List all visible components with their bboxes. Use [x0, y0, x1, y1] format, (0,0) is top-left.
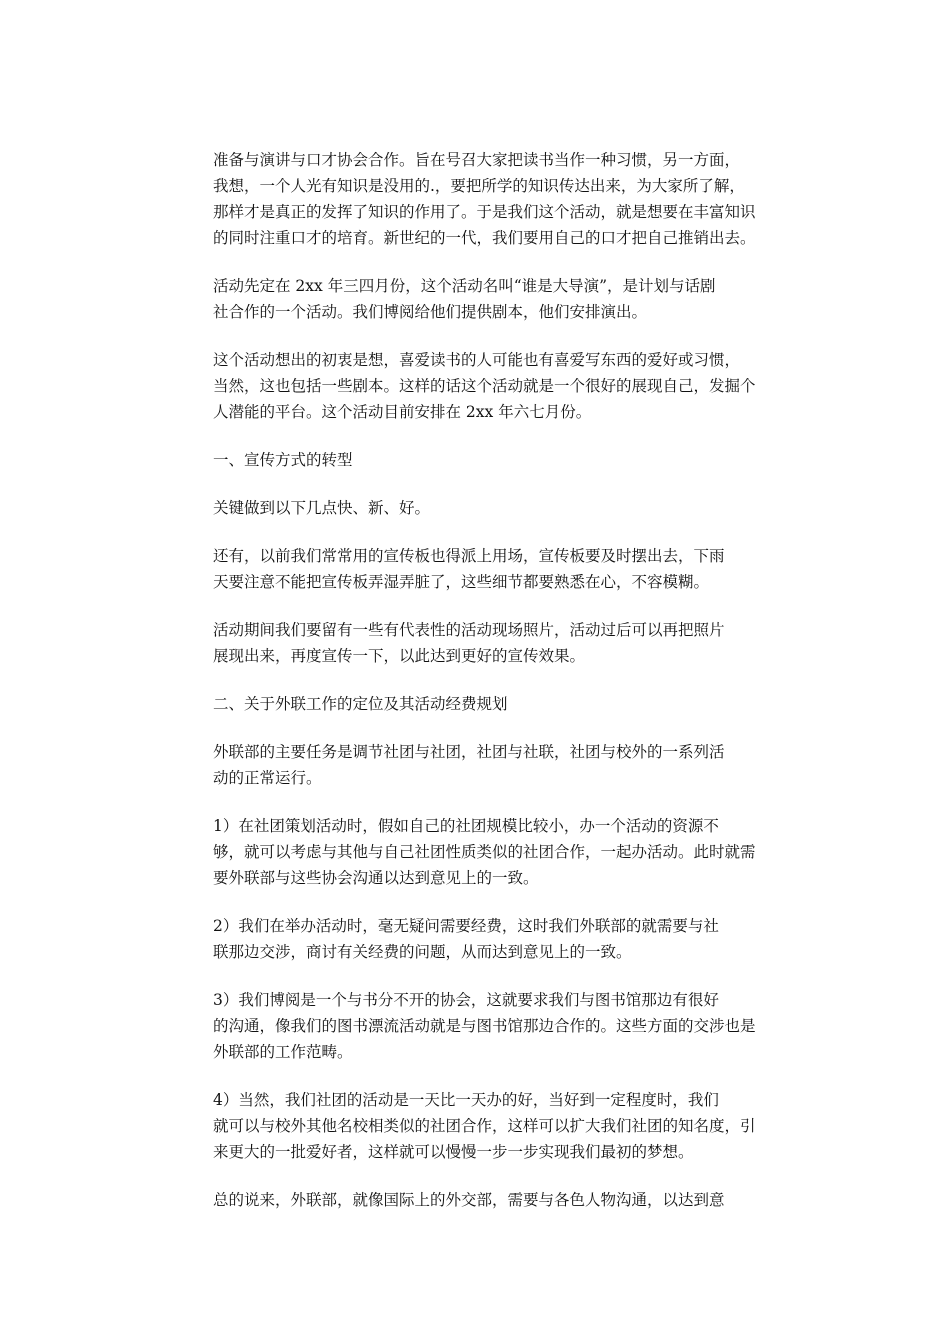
text-line: 3）我们博阅是一个与书分不开的协会，这就要求我们与图书馆那边有很好: [213, 991, 719, 1009]
paragraph: [181, 739, 771, 791]
document-body: [181, 147, 771, 1235]
text-line: 这个活动想出的初衷是想，喜爱读书的人可能也有喜爱写东西的爱好或习惯，: [213, 351, 741, 369]
heading-text: 一、宣传方式的转型: [213, 451, 353, 469]
paragraph: [181, 1187, 771, 1213]
list-item: [181, 1087, 771, 1165]
section-heading: [181, 447, 771, 473]
text-line: 来更大的一批爱好者，这样就可以慢慢一步一步实现我们最初的梦想。: [213, 1143, 694, 1161]
text-line: 联那边交涉，商讨有关经费的问题，从而达到意见上的一致。: [213, 943, 632, 961]
list-item: [181, 913, 771, 965]
text-line: 人潜能的平台。这个活动目前安排在 2xx 年六七月份。: [213, 403, 592, 421]
paragraph: [181, 273, 771, 325]
text-line: 还有，以前我们常常用的宣传板也得派上用场，宣传板要及时摆出去，下雨: [213, 547, 725, 565]
heading-text: 二、关于外联工作的定位及其活动经费规划: [213, 695, 508, 713]
text-line: 够，就可以考虑与其他与自己社团性质类似的社团合作，一起办活动。此时就需: [213, 843, 756, 861]
paragraph: [181, 617, 771, 669]
text-line: 天要注意不能把宣传板弄湿弄脏了，这些细节都要熟悉在心，不容模糊。: [213, 573, 710, 591]
text-line: 4）当然，我们社团的活动是一天比一天办的好，当好到一定程度时，我们: [213, 1091, 719, 1109]
list-item: [181, 987, 771, 1065]
text-line: 外联部的工作范畴。: [213, 1043, 353, 1061]
text-line: 关键做到以下几点快、新、好。: [213, 499, 431, 517]
text-line: 要外联部与这些协会沟通以达到意见上的一致。: [213, 869, 539, 887]
text-line: 的沟通，像我们的图书漂流活动就是与图书馆那边合作的。这些方面的交涉也是: [213, 1017, 756, 1035]
text-line: 就可以与校外其他名校相类似的社团合作，这样可以扩大我们社团的知名度，引: [213, 1117, 756, 1135]
text-line: 那样才是真正的发挥了知识的作用了。于是我们这个活动，就是想要在丰富知识: [213, 203, 756, 221]
paragraph: [181, 147, 771, 251]
paragraph: [181, 543, 771, 595]
paragraph: [181, 347, 771, 425]
text-line: 1）在社团策划活动时，假如自己的社团规模比较小，办一个活动的资源不: [213, 817, 719, 835]
text-line: 准备与演讲与口才协会合作。旨在号召大家把读书当作一种习惯，另一方面，: [213, 151, 741, 169]
text-line: 活动期间我们要留有一些有代表性的活动现场照片，活动过后可以再把照片: [213, 621, 725, 639]
section-heading: [181, 691, 771, 717]
text-line: 的同时注重口才的培育。新世纪的一代，我们要用自己的口才把自己推销出去。: [213, 229, 756, 247]
text-line: 活动先定在 2xx 年三四月份，这个活动名叫“谁是大导演”，是计划与话剧: [213, 277, 716, 295]
text-line: 外联部的主要任务是调节社团与社团，社团与社联，社团与校外的一系列活: [213, 743, 725, 761]
text-line: 动的正常运行。: [213, 769, 322, 787]
text-line: 总的说来，外联部，就像国际上的外交部，需要与各色人物沟通，以达到意: [213, 1191, 725, 1209]
text-line: 我想，一个人光有知识是没用的.，要把所学的知识传达出来，为大家所了解，: [213, 177, 745, 195]
text-line: 展现出来，再度宣传一下，以此达到更好的宣传效果。: [213, 647, 586, 665]
text-line: 社合作的一个活动。我们博阅给他们提供剧本，他们安排演出。: [213, 303, 648, 321]
list-item: [181, 813, 771, 891]
text-line: 2）我们在举办活动时，毫无疑问需要经费，这时我们外联部的就需要与社: [213, 917, 719, 935]
text-line: 当然，这也包括一些剧本。这样的话这个活动就是一个很好的展现自己，发掘个: [213, 377, 756, 395]
paragraph: [181, 495, 771, 521]
